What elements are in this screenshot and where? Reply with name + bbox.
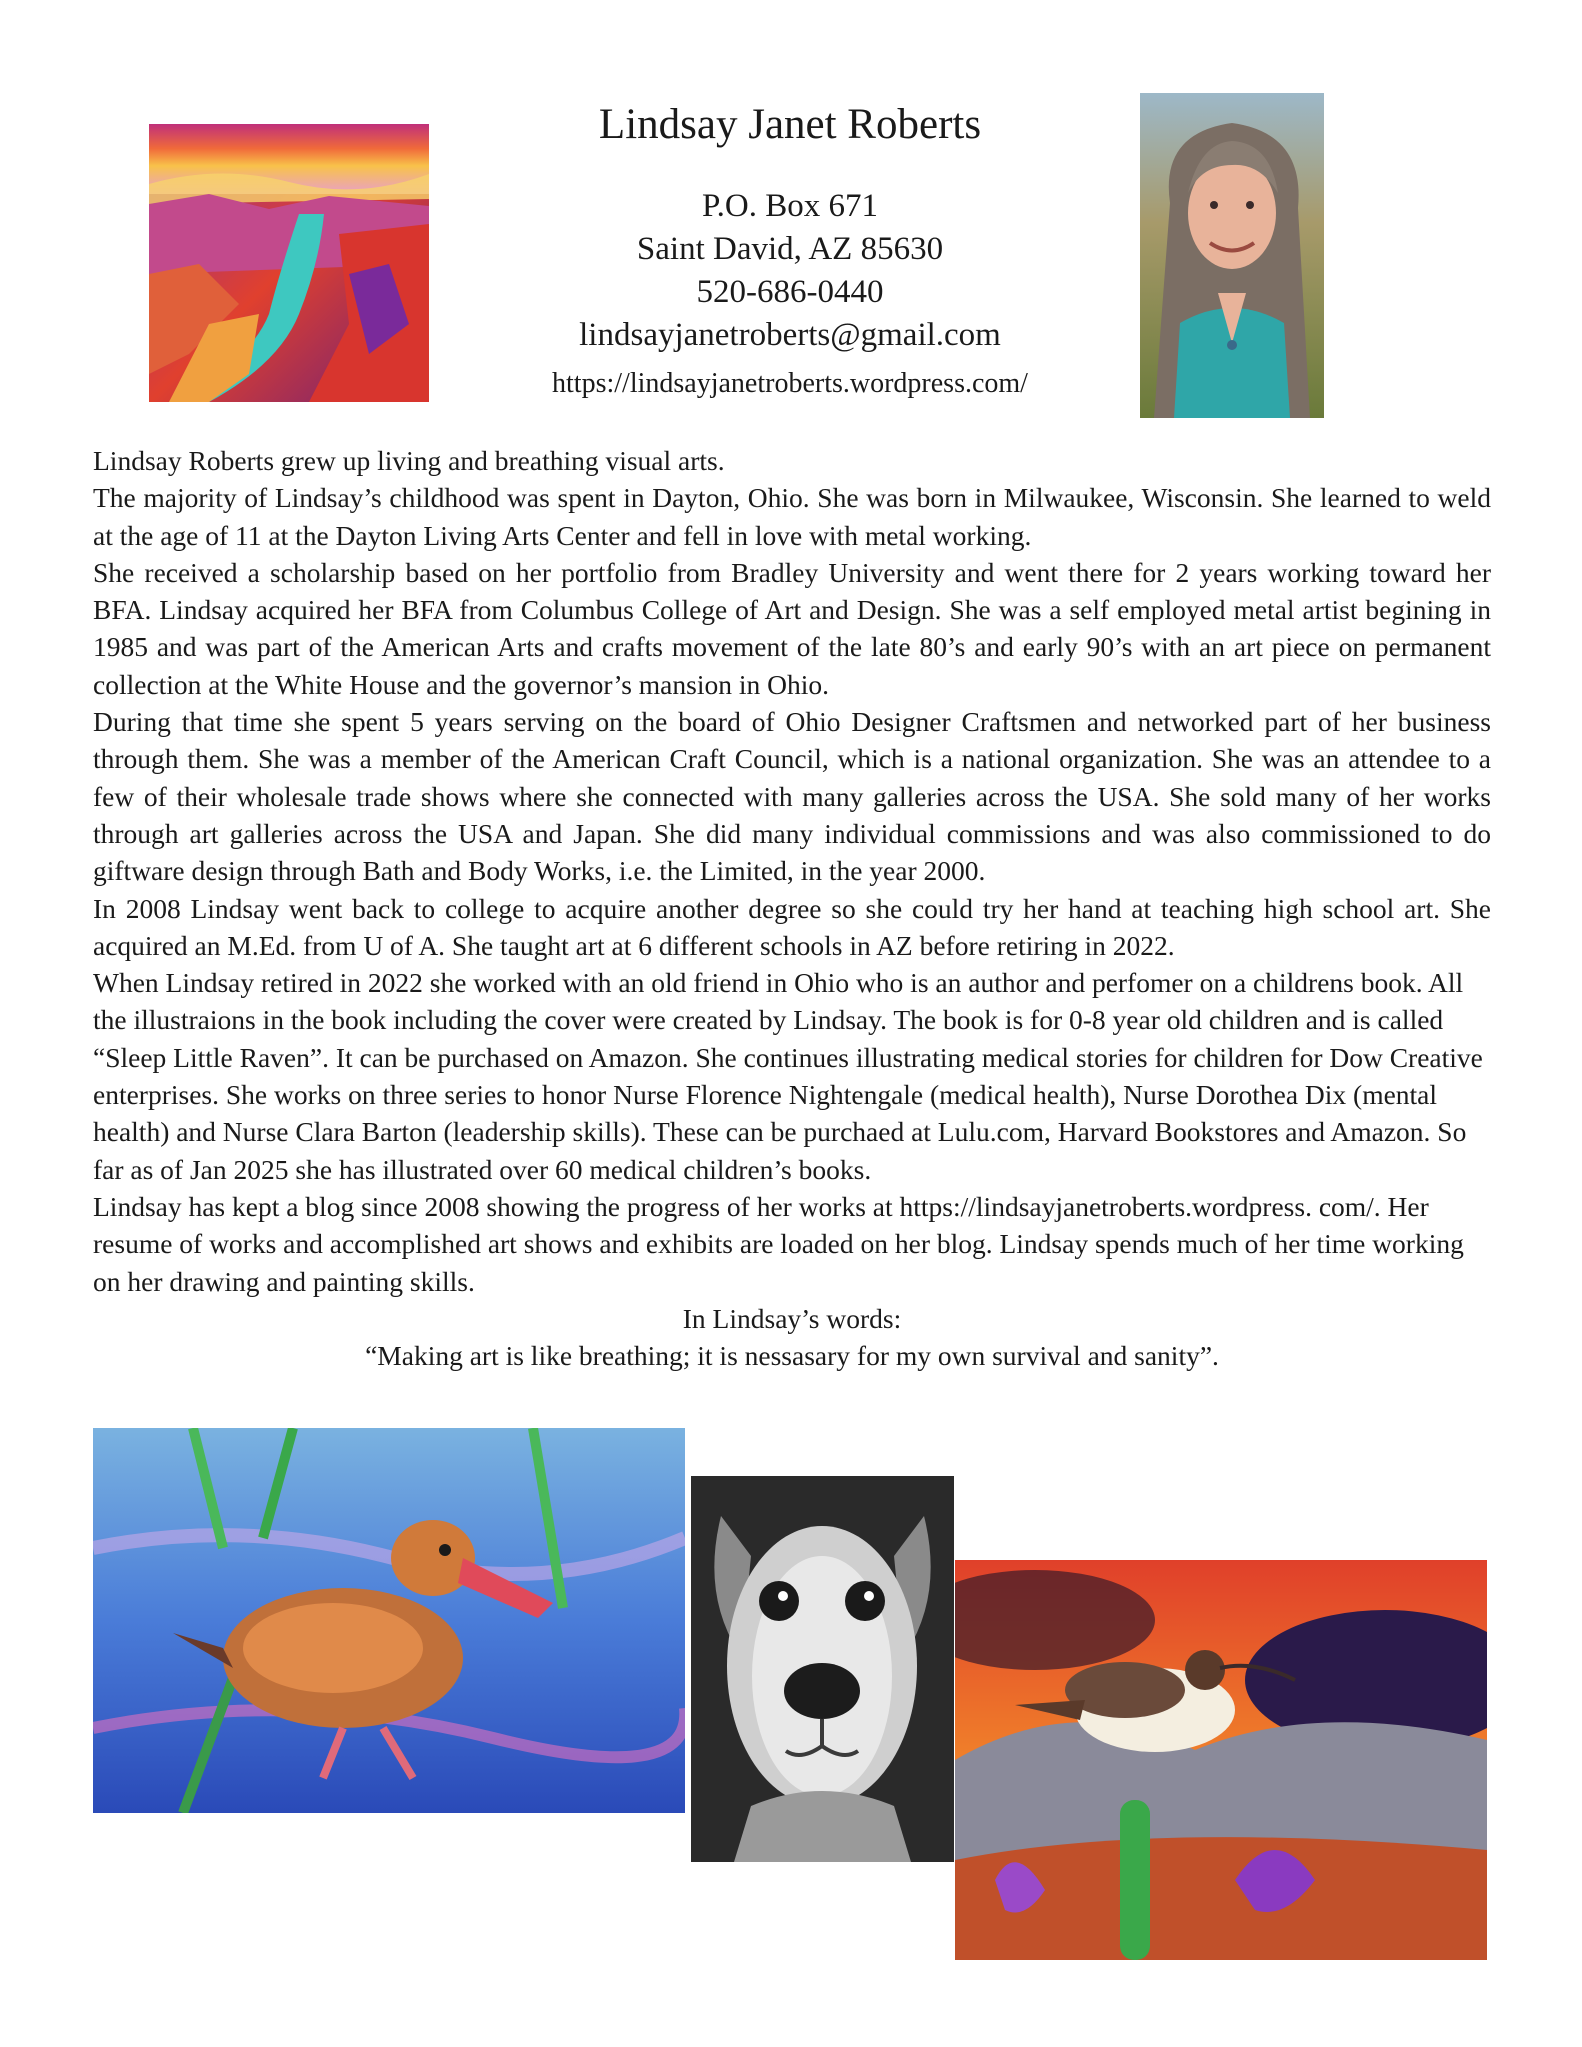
bio-paragraph: The majority of Lindsay’s childhood was spent in Dayton, Ohio. She was born in Milwaukee, Wisconsin. She learned to weld at the age of 11 at the Dayton Living Arts Center and fell in love with metal working. [93,482,1491,551]
quote-intro: In Lindsay’s words: [682,1302,902,1334]
email-address[interactable]: lindsayjanetroberts@gmail.com [579,317,1001,353]
bio-paragraph: In 2008 Lindsay went back to college to acquire another degree so she could try her hand at teaching high school art. She acquired an M.Ed. from U of A. She taught art at 6 different schools in AZ before retiring in 2022. [93,892,1491,961]
website-link[interactable]: https://lindsayjanetroberts.wordpress.com/ [552,368,1028,399]
biography [93,442,1491,1374]
bio-paragraph: When Lindsay retired in 2022 she worked with an old friend in Ohio who is an author and perfomer on a childrens book. All the illustraions in the book including the cover were created by Lindsay. The book is for 0-8 year old children and is called “Sleep Little Raven”. It can be purchased on Amazon. She continues illustrating medical stories for children for Dow Creative enterprises. She works on three series to honor Nurse Florence Nightengale (medical health), Nurse Dorothea Dix (mental health) and Nurse Clara Barton (leadership skills). These can be purchaed at Lulu.com, Harvard Bookstores and Amazon. So far as of Jan 2025 she has illustrated over 60 medical children’s books. [93,967,1483,1185]
wren-painting [955,1560,1487,1960]
duck-painting [93,1428,685,1813]
bio-paragraph: Lindsay Roberts grew up living and breathing visual arts. [93,445,725,476]
portrait-photo [1140,93,1324,418]
bio-paragraph: Lindsay has kept a blog since 2008 showing the progress of her works at https://lindsayjanetroberts.wordpress. com/. Her resume of works and accomplished art shows and exhibits are loaded on her blog. Lindsay spends much of her time working on her drawing and painting skills. [93,1190,1464,1297]
po-box: P.O. Box 671 [701,188,879,224]
city-address: Saint David, AZ 85630 [636,231,944,267]
canyon-painting [149,124,429,402]
phone-number: 520-686-0440 [696,274,884,310]
dog-drawing [691,1476,954,1862]
bio-paragraph: During that time she spent 5 years serving on the board of Ohio Designer Craftsmen and networked part of her business through them. She was a member of the American Craft Council, which is a national organization. She was an attendee to a few of their wholesale trade shows where she connected with many galleries across the USA. She sold many of her works through art galleries across the USA and Japan. She did many individual commissions and was also commissioned to do giftware design through Bath and Body Works, i.e. the Limited, in the year 2000. [93,706,1491,887]
quote: “Making art is like breathing; it is nessasary for my own survival and sanity”. [365,1340,1219,1372]
page-title: Lindsay Janet Roberts [598,101,982,148]
bio-paragraph: She received a scholarship based on her portfolio from Bradley University and went there for 2 years working toward her BFA. Lindsay acquired her BFA from Columbus College of Art and Design. She was a self employed metal artist begining in 1985 and was part of the American Arts and crafts movement of the late 80’s and early 90’s with an art piece on permanent collection at the White House and the governor’s mansion in Ohio. [93,556,1491,700]
